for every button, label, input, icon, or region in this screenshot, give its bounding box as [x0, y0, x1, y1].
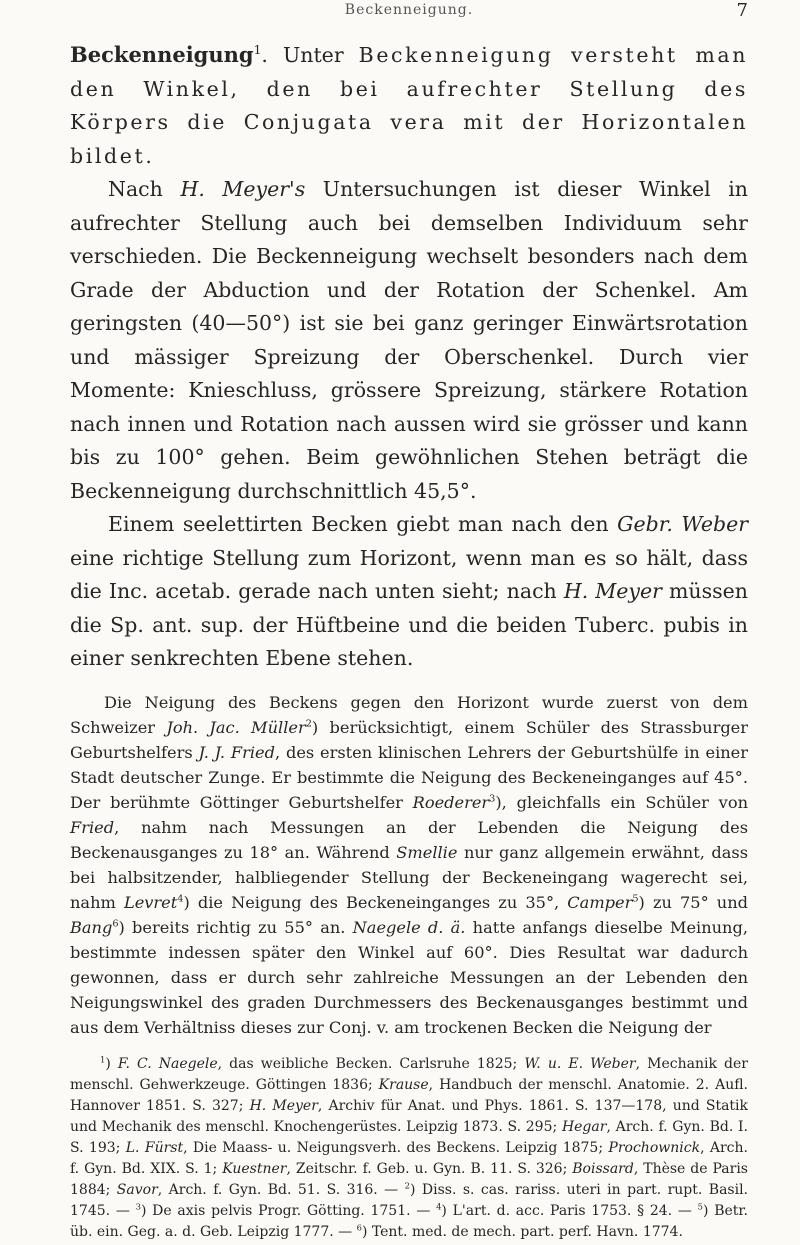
footnote-ref: 2	[305, 718, 312, 730]
footnotes: $^1$) F. C. Naegele, das weibliche Becken. Carlsruhe 1825; W. u. E. Weber, Mechanik der menschl. Gehwerkzeuge. Göttingen 1836; Krause, Handbuch der menschl. Anatomie. 2. Aufl. Hannover 1851. S. 327; H. Meyer, Archiv für Anat. und Phys. 1861. S. 137—178, und Statik und Mechanik des menschl. Knochengerüstes. Leipzig 1873. S. 295; Hegar, Arch. f. Gyn. Bd. I. S. 193; L. Fürst, Die Maass- u. Neigungsverh. des Beckens. Leipzig 1875; Prochownick, Arch. f. Gyn. Bd. XIX. S. 1; Kuestner, Zeitschr. f. Geb. u. Gyn. B. 11. S. 326; Boissard, Thèse de Paris 1884; Savor, Arch. f. Gyn. Bd. 51. S. 316. — $^2$) Diss. s. cas. rariss. uteri in part. rupt. Basil. 1745. — $^3$) De axis pelvis Progr. Götting. 1751. — $^4$) L'art. d. acc. Paris 1753. § 24. — $^5$) Betr. üb. ein. Geg. a. d. Geb. Leipzig 1777. — $^6$) Tent. med. de mech. part. perf. Havn. 1774.	[70, 1053, 749, 1240]
footnote-ref: 3	[489, 793, 496, 805]
footnote-ref: 4	[177, 893, 184, 905]
author-name: W. u. E. Weber	[524, 1055, 636, 1072]
paragraph-weber: Einem seelettirten Becken giebt man nach den Gebr. Weber eine richtige Stellung zum Horizont, wenn man es so hält, dass die Inc. acetab. gerade nach unten sieht; nach H. Meyer müssen die Sp. ant. sup. der Hüftbeine und die beiden Tuberc. pubis in einer senkrechten Ebene stehen.	[70, 512, 748, 670]
history-paragraph: Die Neigung des Beckens gegen den Horizont wurde zuerst von dem Schweizer Joh. Jac. Müller$^2$) berücksichtigt, einem Schüler des Strassburger Geburtshelfers J. J. Fried, des ersten klinischen Lehrers der Geburtshülfe in einer Stadt deutscher Zunge. Er bestimmte die Neigung des Beckeneinganges auf 45°. Der berühmte Göttinger Geburtshelfer Roederer$^3$), gleichfalls ein Schüler von Fried, nahm nach Messungen an der Lebenden die Neigung des Beckenausganges zu 18° an. Während Smellie nur ganz allgemein erwähnt, dass bei halbsitzender, halbliegender Stellung der Beckeneingang wagerecht sei, nahm Levret$^4$) die Neigung des Beckeneinganges zu 35°, Camper$^5$) zu 75° und Bang$^6$) bereits richtig zu 55° an. Naegele d. ä. hatte anfangs dieselbe Meinung, bestimmte indessen später den Winkel auf 60°. Dies Resultat war dadurch gewonnen, dass er durch sehr zahlreiche Messungen an der Lebenden den Neigungswinkel des graden Durchmessers des Beckenausganges bestimmt und aus dem Verhältniss dieses zur Conj. v. am trockenen Becken die Neigung der	[70, 692, 749, 1037]
author-name: Savor	[116, 1181, 158, 1198]
page-header	[70, 0, 748, 38]
author-name: Naegele d. ä.	[352, 917, 466, 937]
footnote-marker: 1	[100, 1053, 106, 1064]
author-name: L. Fürst	[125, 1139, 184, 1156]
author-name: Levret	[123, 892, 178, 912]
author-name: Fried	[70, 817, 115, 837]
spaced-definition: Beckenneigung versteht man den Winkel, den bei aufrechter Stellung des Körpers die Conjugata vera mit der Horizontalen bildet.	[70, 43, 748, 168]
footnote-ref: 1	[253, 43, 262, 58]
headword: Beckenneigung	[70, 42, 254, 67]
footnote-marker: 3	[135, 1200, 141, 1211]
footnote-ref: 5	[632, 893, 639, 905]
author-name: Camper	[567, 892, 633, 912]
footnote-ref: 6	[112, 918, 119, 930]
author-name: Bang	[70, 917, 113, 937]
author-name: Gebr. Weber	[617, 512, 748, 536]
footnote-marker: 6	[356, 1221, 362, 1232]
author-name: H. Meyer	[563, 579, 662, 603]
author-name: H. Meyer	[249, 1097, 318, 1114]
footnote-marker: 4	[436, 1200, 442, 1211]
author-name: H. Meyer's	[180, 177, 306, 201]
author-name: Hegar	[561, 1118, 607, 1135]
author-name: F. C. Naegele	[117, 1055, 218, 1072]
footnote-marker: 2	[404, 1179, 410, 1190]
main-text	[70, 38, 748, 676]
running-head: Beckenneigung.	[344, 2, 474, 18]
footnote-marker: 5	[697, 1200, 703, 1211]
author-name: Kuestner	[222, 1160, 287, 1177]
paragraph-definition: Beckenneigung$^1$. Unter Beckenneigung versteht man den Winkel, den bei aufrechter Stellung des Körpers die Conjugata vera mit der Horizontalen bildet.	[70, 42, 748, 168]
author-name: Prochownick	[608, 1139, 701, 1156]
author-name: Roederer	[412, 792, 490, 812]
paragraph-meyer: Nach H. Meyer's Untersuchungen ist dieser Winkel in aufrechter Stellung auch bei demselben Individuum sehr verschieden. Die Beckenneigung wechselt besonders nach dem Grade der Abduction und der Rotation der Schenkel. Am geringsten (40—50°) ist sie bei ganz geringer Einwärtsrotation und mässiger Spreizung der Oberschenkel. Durch vier Momente: Knieschluss, grössere Spreizung, stärkere Rotation nach innen und Rotation nach aussen wird sie grösser und kann bis zu 100° gehen. Beim gewöhnlichen Stehen beträgt die Beckenneigung durchschnittlich 45,5°.	[70, 177, 748, 503]
page-number: 7	[736, 0, 748, 21]
author-name: Smellie	[396, 842, 458, 862]
author-name: Krause	[378, 1076, 429, 1093]
author-name: J. J. Fried	[198, 742, 275, 762]
author-name: Joh. Jac. Müller	[166, 717, 306, 737]
author-name: Boissard	[572, 1160, 634, 1177]
